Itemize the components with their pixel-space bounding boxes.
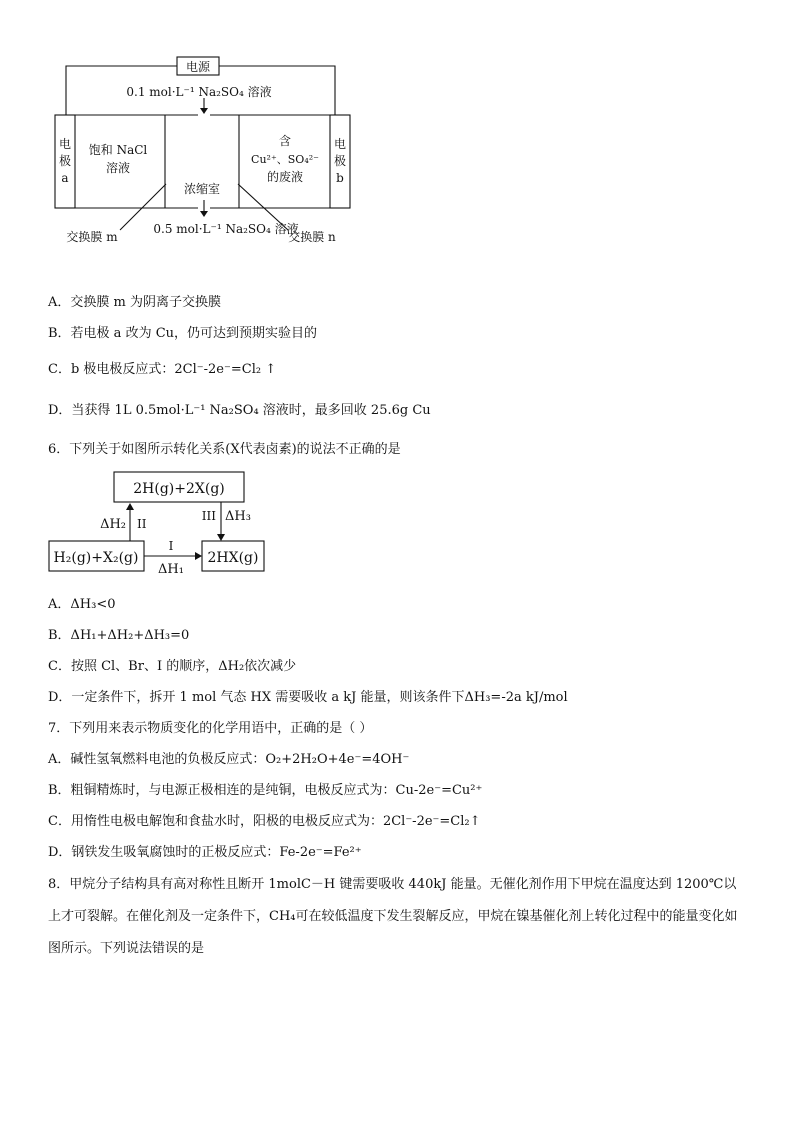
step-3-label: III [201,509,216,523]
q7-stem: 7．下列用来表示物质变化的化学用语中，正确的是（ ） [48,721,373,736]
q6-option-d: D．一定条件下，拆开 1 mol 气态 HX 需要吸收 a kJ 能量，则该条件下ΔH₃=-2a kJ/mol [48,690,568,705]
q6-option-b: B．ΔH₁+ΔH₂+ΔH₃=0 [48,628,190,643]
enthalpy-cycle-diagram [44,470,274,582]
q8-text: 8．甲烷分子结构具有高对称性且断开 1molC－H 键需要吸收 440kJ 能量。无催化剂作用下甲烷在温度达到 1200℃以上才可裂解。在催化剂及一定条件下，CH₄可在较低温度下发生裂解反应，甲烷在镍基催化剂上转化过程中的能量变化如图所示。下列说法错误的是 [48,877,738,956]
right-solution-line-1: 含 [278,134,292,148]
top-box-label: 2H(g)+2X(g) [133,481,225,497]
q6-option-a: A．ΔH₃<0 [48,597,116,612]
q6-stem: 6．下列关于如图所示转化关系(X代表卤素)的说法不正确的是 [48,442,401,457]
electrolysis-cell-diagram [50,50,370,250]
step-2-label: II [137,517,147,531]
power-source-label: 电源 [185,60,211,74]
q5-option-a: A．交换膜 m 为阴离子交换膜 [48,295,221,310]
electrode-a-char-2: 极 [58,154,72,168]
q7-option-a: A．碱性氢氧燃料电池的负极反应式：O₂+2H₂O+4e⁻=4OH⁻ [48,752,410,767]
dh3-label: ΔH₃ [225,509,251,524]
q7-option-c: C．用惰性电极电解饱和食盐水时，阳极的电极反应式为：2Cl⁻-2e⁻=Cl₂↑ [48,814,481,829]
electrode-a-char-1: 电 [58,137,72,151]
left-solution-line-1: 饱和 NaCl [88,143,148,157]
membrane-n-label: 交换膜 n [288,230,336,244]
right-solution-line-2: Cu²⁺、SO₄²⁻ [251,153,319,166]
q6-option-c: C．按照 Cl、Br、I 的顺序，ΔH₂依次减少 [48,659,297,674]
q5-option-b: B．若电极 a 改为 Cu，仍可达到预期实验目的 [48,326,318,341]
top-solution-label: 0.1 mol·L⁻¹ Na₂SO₄ 溶液 [126,85,272,99]
dh2-label: ΔH₂ [100,517,126,532]
right-box-label: 2HX(g) [207,550,259,566]
step-1-label: I [168,539,174,553]
q5-option-d: D．当获得 1L 0.5mol·L⁻¹ Na₂SO₄ 溶液时，最多回收 25.6g Cu [48,403,431,418]
right-solution-line-3: 的废液 [266,170,304,184]
electrode-a-char-3: a [61,171,69,185]
q5-option-c: C．b 极电极反应式：2Cl⁻-2e⁻=Cl₂ ↑ [48,362,277,377]
bottom-solution-label: 0.5 mol·L⁻¹ Na₂SO₄ 溶液 [153,222,299,236]
dh1-label: ΔH₁ [158,562,184,577]
electrode-b-char-3: b [336,171,344,185]
concentration-room-label: 浓缩室 [183,182,221,196]
left-box-label: H₂(g)+X₂(g) [53,550,139,566]
left-solution-line-2: 溶液 [105,161,131,175]
q7-option-b: B．粗铜精炼时，与电源正极相连的是纯铜，电极反应式为：Cu-2e⁻=Cu²⁺ [48,783,483,798]
electrode-b-char-1: 电 [333,137,347,151]
q7-option-d: D．钢铁发生吸氧腐蚀时的正极反应式：Fe-2e⁻=Fe²⁺ [48,845,362,860]
membrane-m-label: 交换膜 m [66,230,118,244]
electrode-b-char-2: 极 [333,154,347,168]
